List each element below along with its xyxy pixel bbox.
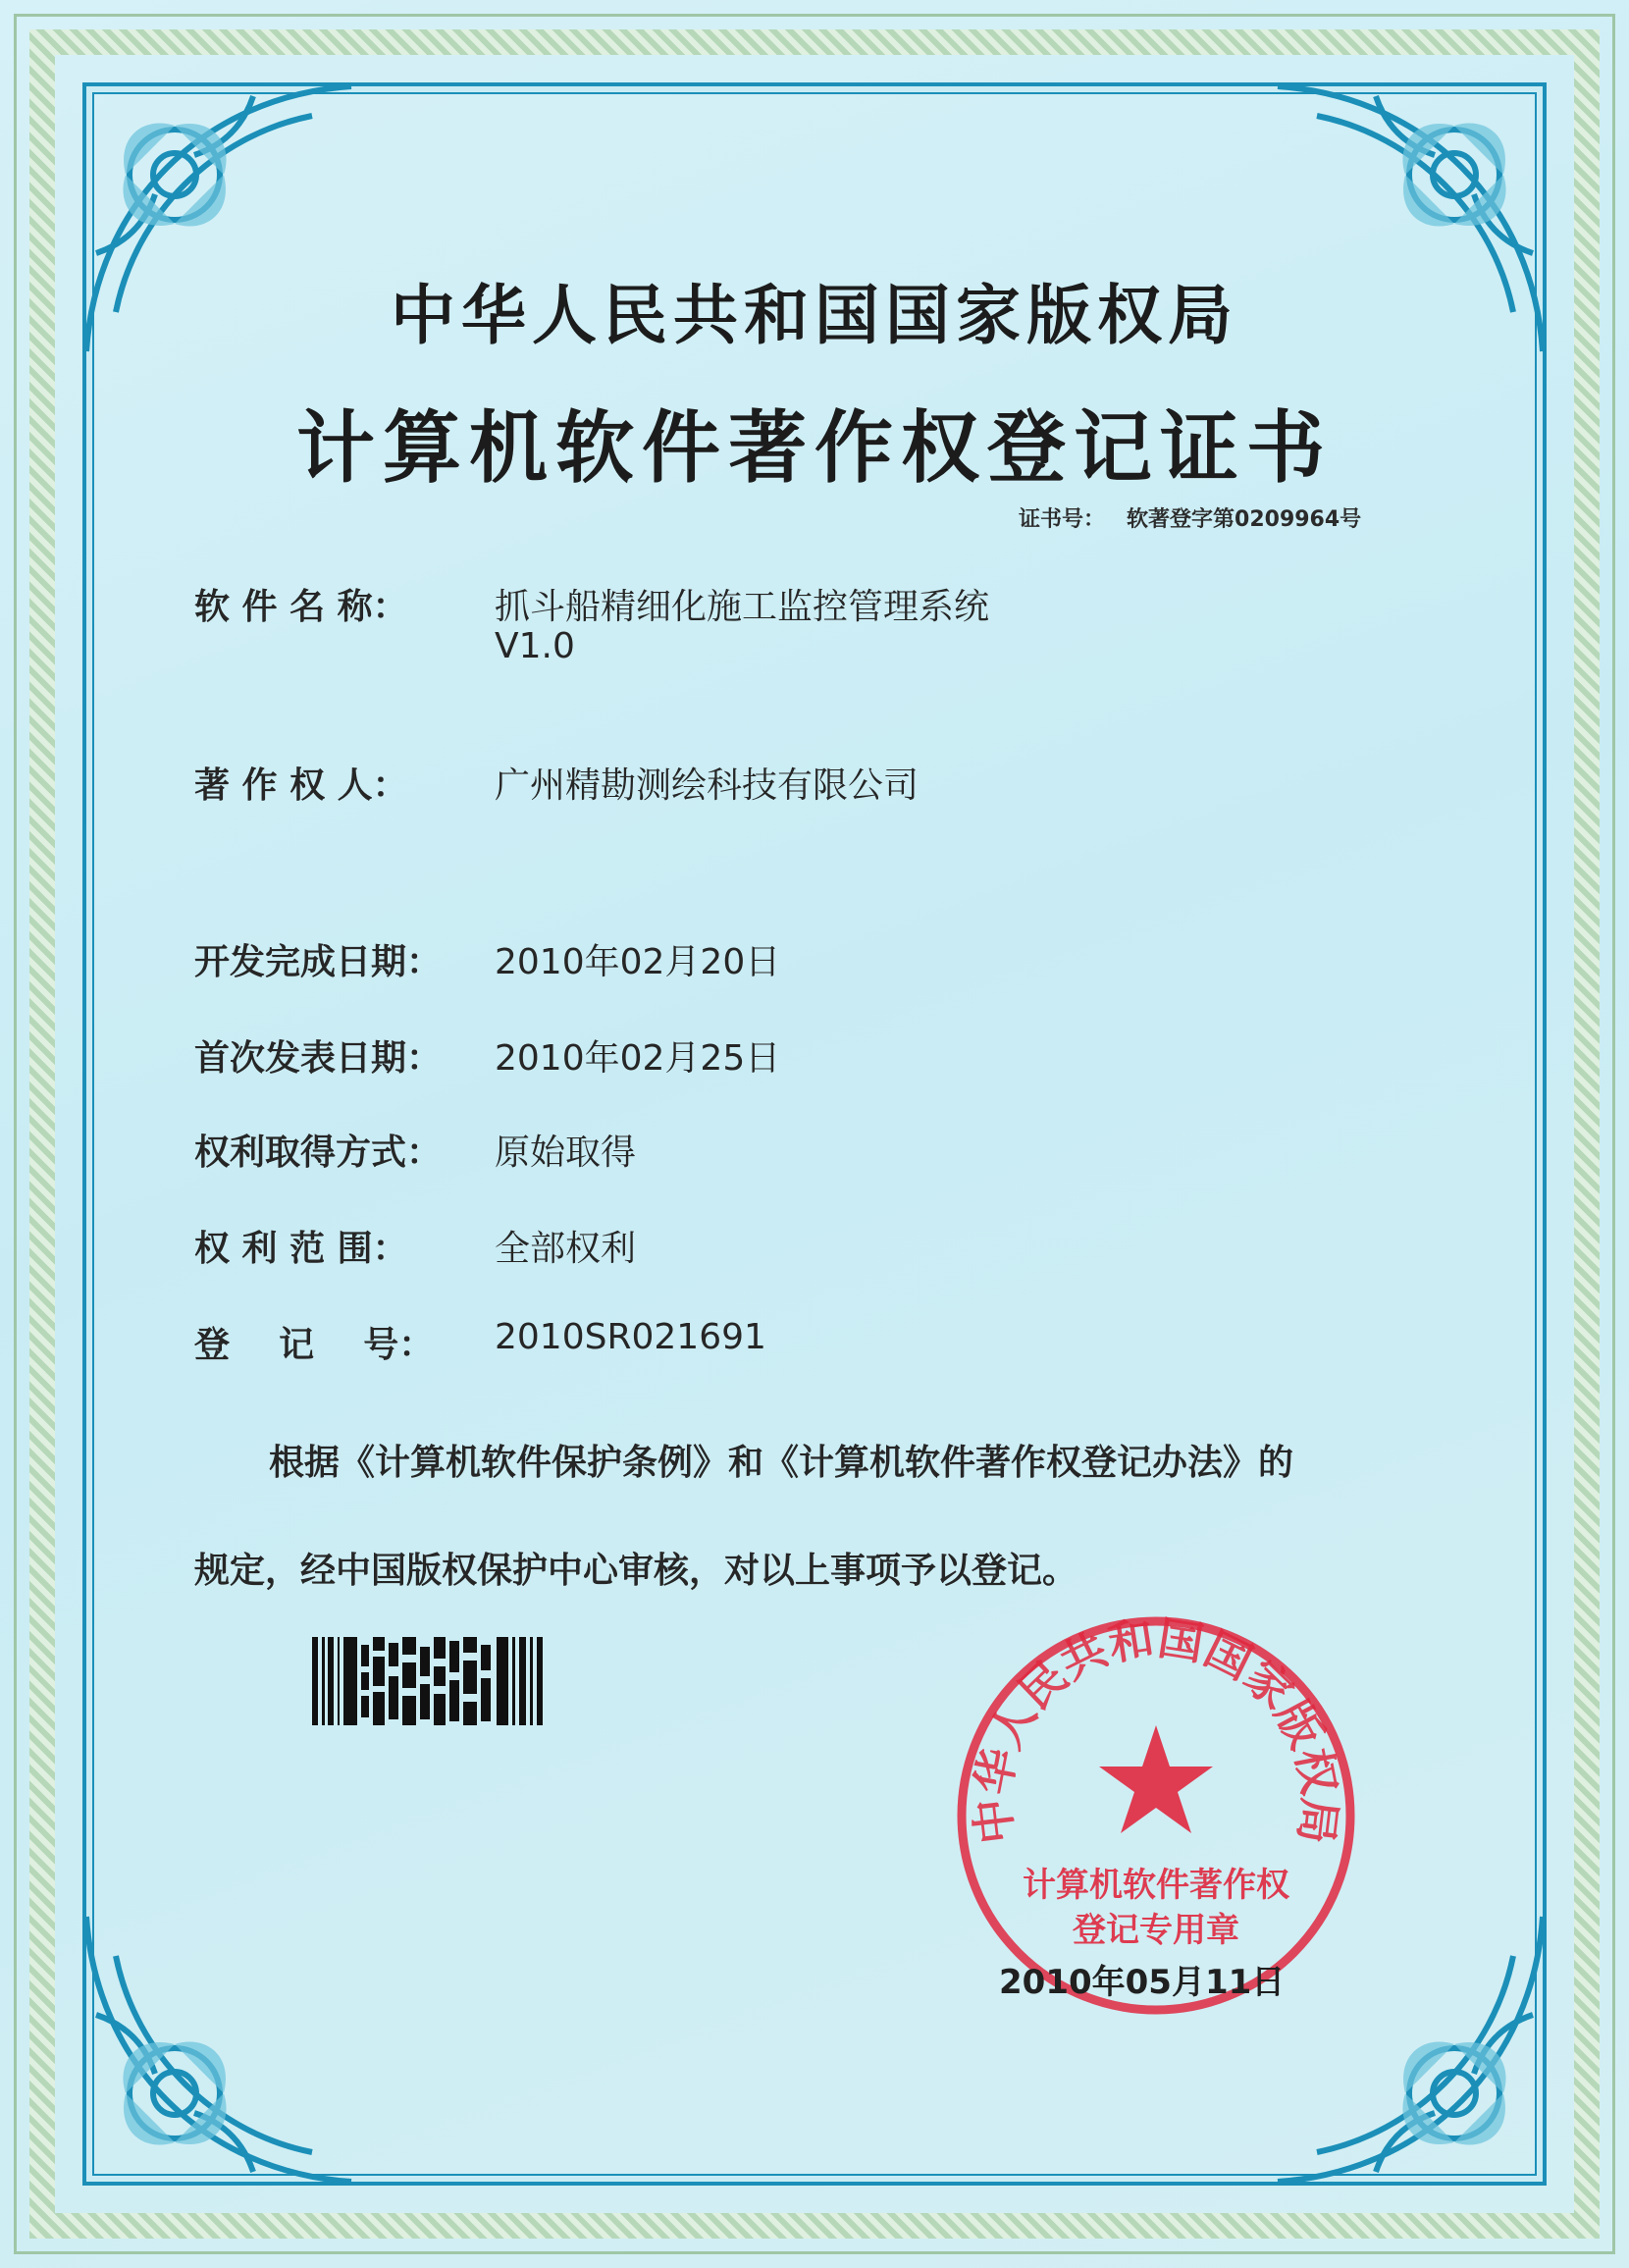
field-copyright-owner [194,758,920,808]
body-text-line2: 规定，经中国版权保护中心审核，对以上事项予以登记。 [194,1551,1078,1591]
field-value: 广州精勘测绘科技有限公司 [495,765,920,806]
field-label: 权利取得方式： [194,1133,443,1173]
certificate-title: 计算机软件著作权登记证书 [296,401,1333,494]
seal-ring-text: 中华人民共和国国家版权局 [965,1610,1347,1847]
field-label: 开发完成日期： [194,942,443,982]
field-label: 登 记 号： [194,1325,435,1365]
body-text-line1: 根据《计算机软件保护条例》和《计算机软件著作权登记办法》的 [269,1443,1294,1483]
issue-date: 2010年05月11日 [999,1963,1286,2002]
field-value: 2010年02月20日 [495,942,781,982]
certificate-number [1019,502,1361,533]
field-label: 权 利 范 围： [194,1229,408,1269]
field-value-line2: V1.0 [495,626,575,666]
field-completion-date [194,934,781,984]
field-label: 著 作 权 人： [194,765,408,806]
seal-center-line2: 登记专用章 [1073,1911,1239,1950]
corner-ornament-icon [57,1887,381,2211]
field-value: 2010SR021691 [495,1317,766,1357]
star-icon [1099,1725,1213,1833]
field-rights-scope [194,1221,637,1271]
field-label: 软 件 名 称： [194,587,408,627]
certificate-number-value: 软著登字第0209964号 [1127,507,1362,532]
field-registration-number [194,1317,766,1367]
field-value: 2010年02月25日 [495,1038,781,1079]
seal-center-line1: 计算机软件著作权 [1023,1866,1289,1905]
field-software-name [194,579,990,666]
field-label: 首次发表日期： [194,1038,443,1079]
barcode-icon [312,1637,546,1725]
field-value: 原始取得 [495,1133,637,1173]
certificate-number-label: 证书号： [1019,507,1106,532]
field-value: 全部权利 [495,1229,637,1269]
issuer-title: 中华人民共和国国家版权局 [391,278,1238,353]
field-acquisition-method [194,1125,637,1175]
field-value: 抓斗船精细化施工监控管理系统 [495,587,990,627]
field-publish-date [194,1030,781,1081]
